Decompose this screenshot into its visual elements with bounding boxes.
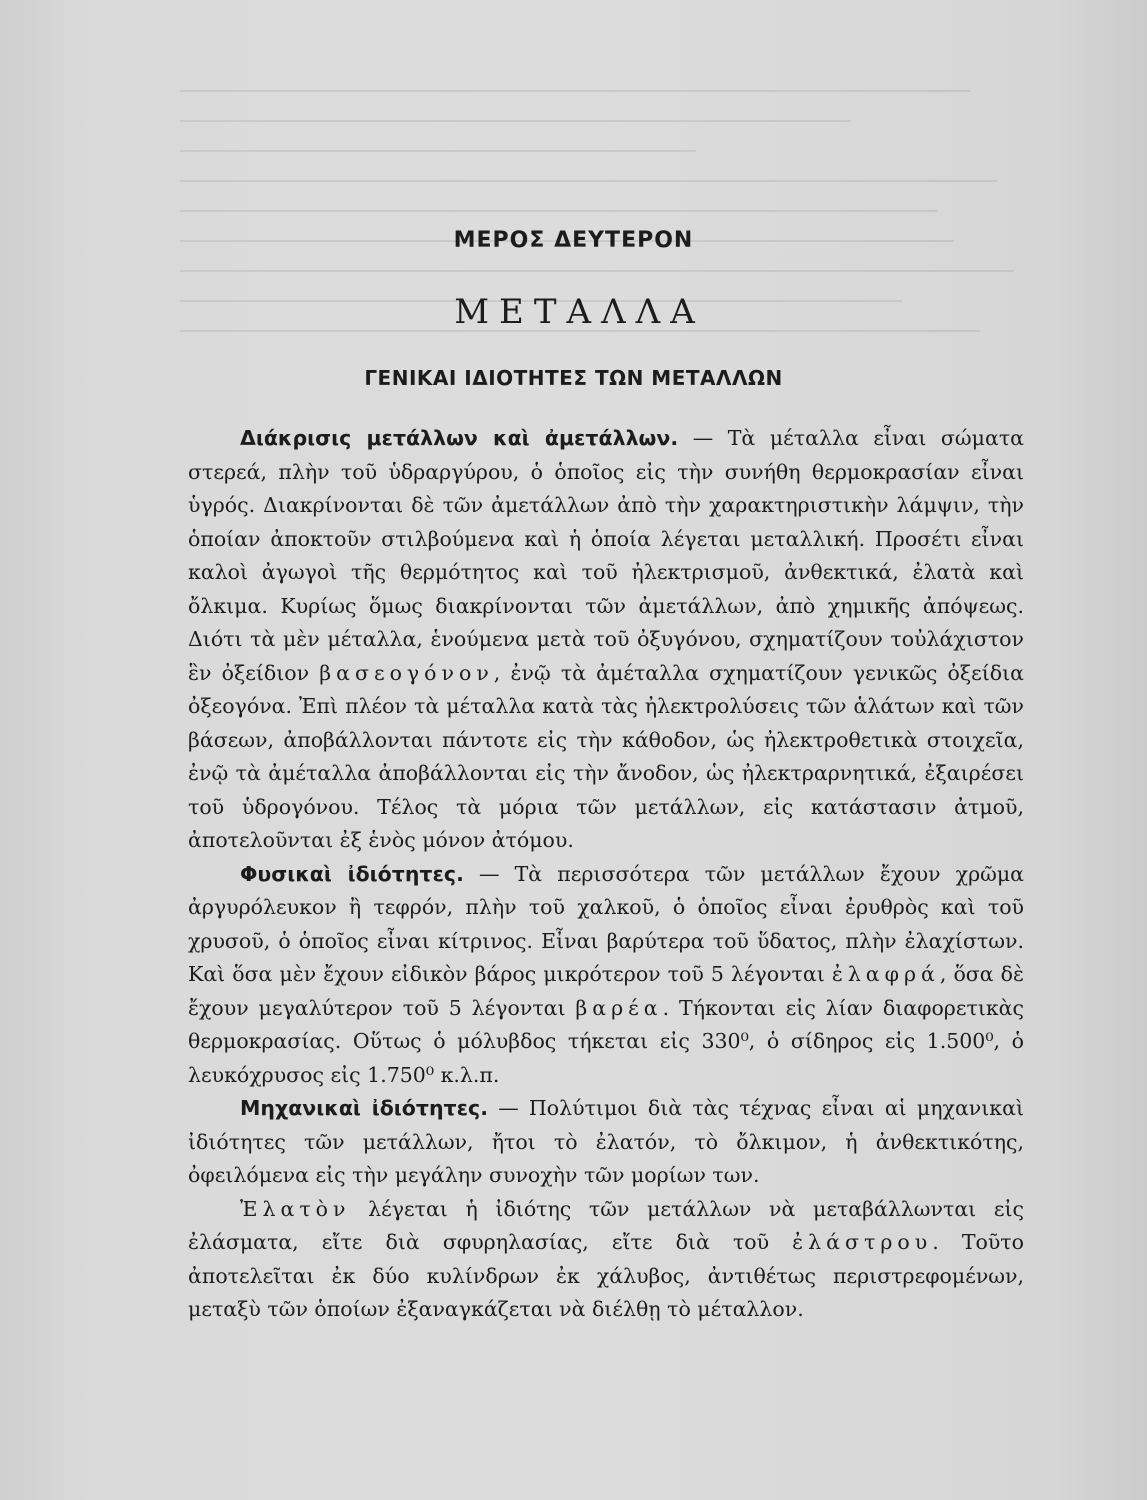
paragraph-malleability xyxy=(188,1193,1024,1327)
paragraph-text: . Τήκονται εἰς λίαν διαφορετικὰς θερμοκρασίας. Οὕτως ὁ μόλυβδος τήκεται εἰς 330⁰, ὁ σίδηρος εἰς 1.500⁰, ὁ λευκόχρυσος εἰς 1.750⁰ κ.λ.π. xyxy=(188,995,1024,1087)
spaced-term: βασεογόνον xyxy=(319,660,494,685)
paragraph-text: , ἐνῷ τὰ ἀμέταλλα σχηματίζουν γενικῶς ὀξείδια ὀξεογόνα. Ἐπὶ πλέον τὰ μέταλλα κατὰ τὰς ἠλεκτρολύσεις τῶν ἁλάτων καὶ τῶν βάσεων, ἀποβάλλονται πάντοτε εἰς τὴν κάθοδον, ὡς ἠλεκτροθετικὰ στοιχεῖα, ἐνῷ τὰ ἀμέταλλα ἀποβάλλονται εἰς τὴν ἄνοδον, ὡς ἠλεκτραρνητικά, ἐξαιρέσει τοῦ ὑδρογόνου. Τέλος τὰ μόρια τῶν μετάλλων, εἰς κατάστασιν ἀτμοῦ, ἀποτελοῦνται ἐξ ἑνὸς μόνον ἀτόμου. xyxy=(188,660,1024,852)
paragraph-physical-properties xyxy=(188,858,1024,1093)
body-text xyxy=(188,422,1024,1327)
main-title: ΜΕΤΑΛΛΑ xyxy=(454,292,705,332)
spaced-term: ἐλαφρά xyxy=(831,962,940,986)
paragraph-text: — Πολύτιμοι διὰ τὰς τέχνας εἶναι αἱ μηχανικαὶ ἰδιότητες τῶν μετάλλων, ἤτοι τὸ ἐλατόν, τὸ ὄλκιμον, ἡ ἀνθεκτικότης, ὀφειλόμενα εἰς τὴν μεγάλην συνοχὴν τῶν μορίων των. xyxy=(188,1096,1024,1187)
bleed-through-text xyxy=(180,90,1040,450)
paragraph-lead: Διάκρισις μετάλλων καὶ ἀμετάλλων. xyxy=(240,426,679,450)
spaced-term: βαρέα xyxy=(575,995,663,1020)
paragraph-lead: Φυσικαὶ ἰδιότητες. xyxy=(240,861,464,886)
paragraph-text: , ὅσα δὲ ἔχουν μεγαλύτερον τοῦ 5 λέγονται xyxy=(188,962,1024,1020)
paragraph-lead: Μηχανικαὶ ἰδιότητες. xyxy=(240,1096,488,1120)
spaced-term: ἐλάστρου xyxy=(792,1230,933,1254)
section-heading: ΓΕΝΙΚΑΙ ΙΔΙΟΤΗΤΕΣ ΤΩΝ ΜΕΤΑΛΛΩΝ xyxy=(364,366,783,390)
paragraph-distinction xyxy=(188,422,1024,858)
paragraph-text: . Τοῦτο ἀποτελεῖται ἐκ δύο κυλίνδρων ἐκ χάλυβος, ἀντιθέτως περιστρεφομένων, μεταξὺ τῶν ὁποίων ἐξαναγκάζεται νὰ διέλθῃ τὸ μέταλλον. xyxy=(188,1230,1024,1321)
paragraph-text: λέγεται ἡ ἰδιότης τῶν μετάλλων νὰ μεταβάλλωνται εἰς ἐλάσματα, εἴτε διὰ σφυρηλασίας, εἴτε διὰ τοῦ xyxy=(188,1196,1024,1254)
paragraph-text: — Τὰ μέταλλα εἶναι σώματα στερεά, πλὴν τοῦ ὑδραργύρου, ὁ ὁποῖος εἰς τὴν συνήθη θερμοκρασίαν εἶναι ὑγρός. Διακρίνονται δὲ τῶν ἀμετάλλων ἀπὸ τὴν χαρακτηριστικὴν λάμψιν, τὴν ὁποίαν ἀποκτοῦν στιλβούμενα καὶ ἡ ὁποία λέγεται μεταλλική. Προσέτι εἶναι καλοὶ ἀγωγοὶ τῆς θερμότητος καὶ τοῦ ἠλεκτρισμοῦ, ἀνθεκτικά, ἐλατὰ καὶ ὄλκιμα. Κυρίως ὅμως διακρίνονται τῶν ἀμετάλλων, ἀπὸ χημικῆς ἀπόψεως. Διότι τὰ μὲν μέταλλα, ἑνούμενα μετὰ τοῦ ὀξυγόνου, σχηματίζουν τοὐλάχιστον ἓν ὀξείδιον xyxy=(188,426,1024,685)
paragraph-mechanical-properties xyxy=(188,1092,1024,1193)
spaced-term: Ἐλατὸν xyxy=(240,1196,351,1221)
paragraph-text: — Τὰ περισσότερα τῶν μετάλλων ἔχουν χρῶμα ἀργυρόλευκον ἢ τεφρόν, πλὴν τοῦ χαλκοῦ, ὁ ὁποῖος εἶναι ἐρυθρὸς καὶ τοῦ χρυσοῦ, ὁ ὁποῖος εἶναι κίτρινος. Εἶναι βαρύτερα τοῦ ὕδατος, πλὴν ἐλαχίστων. Καὶ ὅσα μὲν ἔχουν εἰδικὸν βάρος μικρότερον τοῦ 5 λέγονται xyxy=(188,861,1025,986)
part-heading: ΜΕΡΟΣ ΔΕΥΤΕΡΟΝ xyxy=(453,228,694,253)
